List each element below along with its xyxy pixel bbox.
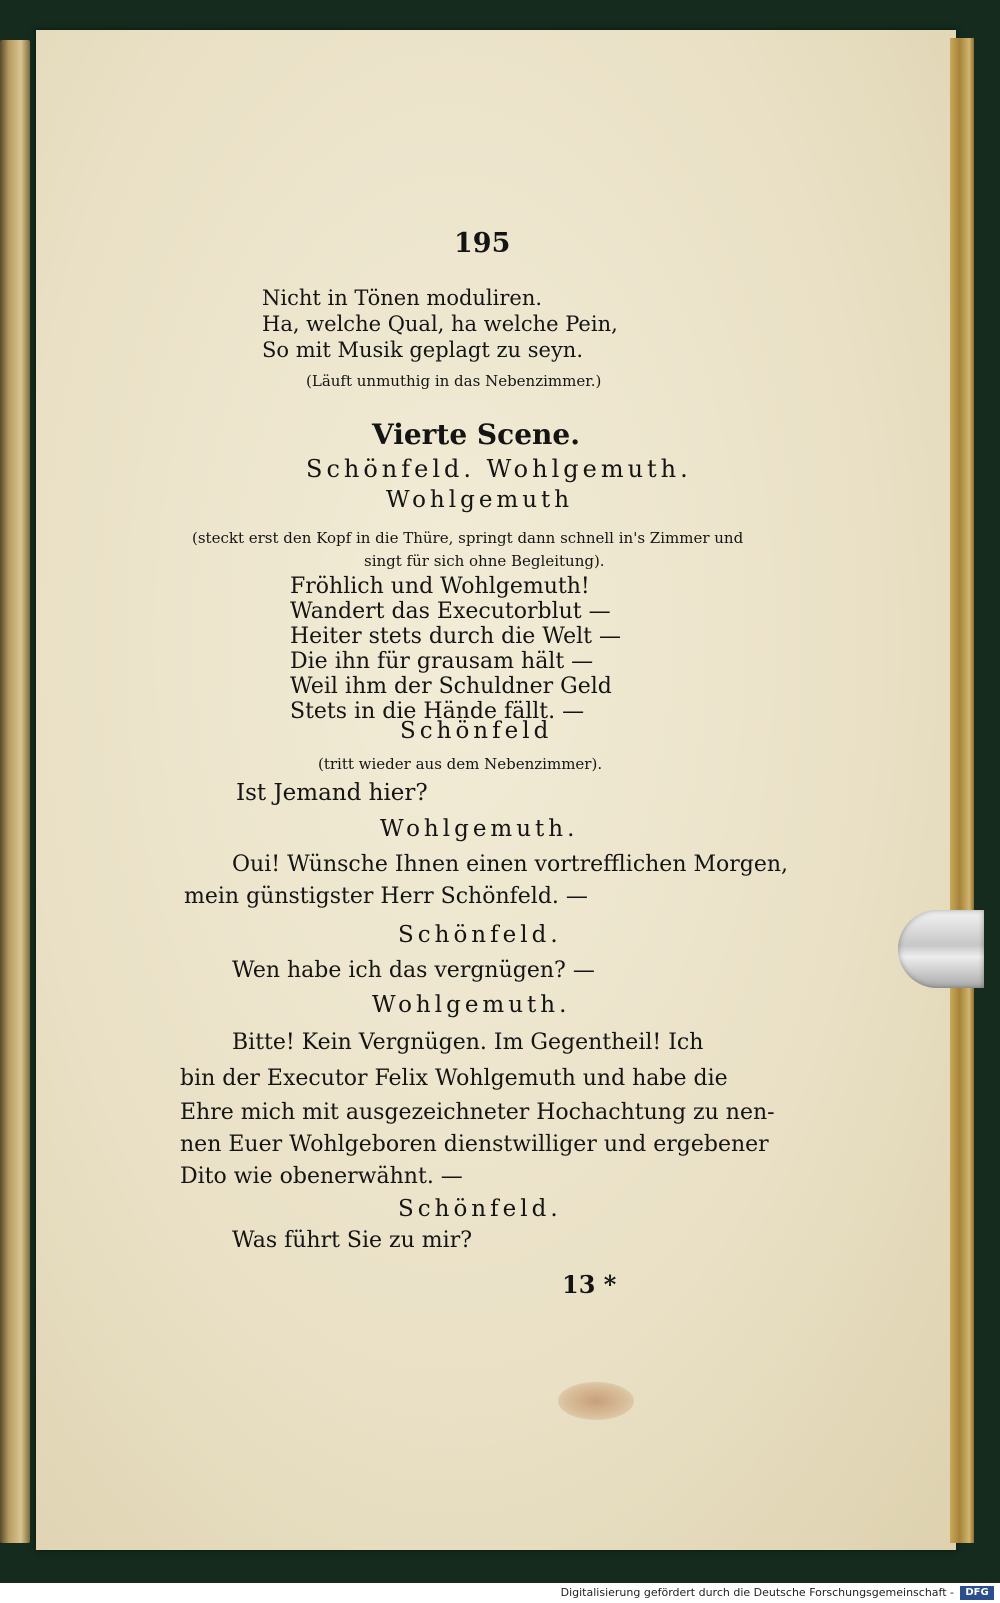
dialogue-line: Bitte! Kein Vergnügen. Im Gegentheil! Ich (232, 1030, 704, 1055)
funding-credit: Digitalisierung gefördert durch die Deutsche Forschungsgemeinschaft - (560, 1586, 954, 1599)
stage-direction: singt für sich ohne Begleitung). (364, 552, 605, 570)
stage-direction: (Läuft unmuthig in das Nebenzimmer.) (306, 372, 602, 390)
song-line: Fröhlich und Wohlgemuth! (290, 574, 590, 599)
paper-stain (558, 1382, 634, 1420)
song-line: Wandert das Executorblut — (290, 599, 611, 624)
speaker-name: Wohlgemuth. (372, 992, 571, 1018)
page-clip (898, 910, 984, 988)
footer-bar (0, 1583, 1000, 1603)
dfg-logo: DFG (960, 1586, 994, 1600)
stage-direction: (steckt erst den Kopf in die Thüre, springt dann schnell in's Zimmer und (192, 529, 744, 547)
stage-direction: (tritt wieder aus dem Nebenzimmer). (318, 755, 603, 773)
speaker-name: Wohlgemuth (386, 487, 574, 513)
dialogue-line: Ehre mich mit ausgezeichneter Hochachtung zu nen- (180, 1100, 775, 1125)
page-number: 195 (454, 228, 511, 259)
verse-line: So mit Musik geplagt zu seyn. (262, 338, 584, 362)
speaker-name: Schönfeld. (398, 1196, 562, 1222)
verse-line: Nicht in Tönen moduliren. (262, 286, 543, 310)
signature-mark: 13 * (562, 1270, 617, 1299)
dialogue-line: Dito wie obenerwähnt. — (180, 1164, 463, 1189)
dialogue-line: mein günstigster Herr Schönfeld. — (184, 884, 588, 909)
previous-page-edge (0, 40, 30, 1543)
dialogue-line: Oui! Wünsche Ihnen einen vortrefflichen Morgen, (232, 852, 789, 877)
verse-line: Ha, welche Qual, ha welche Pein, (262, 312, 618, 336)
song-line: Die ihn für grausam hält — (290, 649, 594, 674)
speaker-name: Wohlgemuth. (380, 816, 579, 842)
dialogue-line: Ist Jemand hier? (236, 780, 428, 806)
dialogue-line: Wen habe ich das vergnügen? — (232, 958, 595, 983)
speaker-name: Schönfeld. (398, 922, 562, 948)
page-block-edge (950, 38, 974, 1543)
song-line: Weil ihm der Schuldner Geld (290, 674, 612, 699)
scene-title: Vierte Scene. (372, 418, 580, 451)
speaker-name: Schönfeld (400, 718, 553, 744)
dialogue-line: nen Euer Wohlgeboren dienstwilliger und ergebener (180, 1132, 769, 1157)
scene-characters: Schönfeld. Wohlgemuth. (306, 455, 692, 483)
song-line: Stets in die Hände fällt. — (290, 699, 585, 724)
dialogue-line: bin der Executor Felix Wohlgemuth und habe die (180, 1066, 728, 1091)
dialogue-line: Was führt Sie zu mir? (232, 1228, 473, 1253)
song-line: Heiter stets durch die Welt — (290, 624, 621, 649)
